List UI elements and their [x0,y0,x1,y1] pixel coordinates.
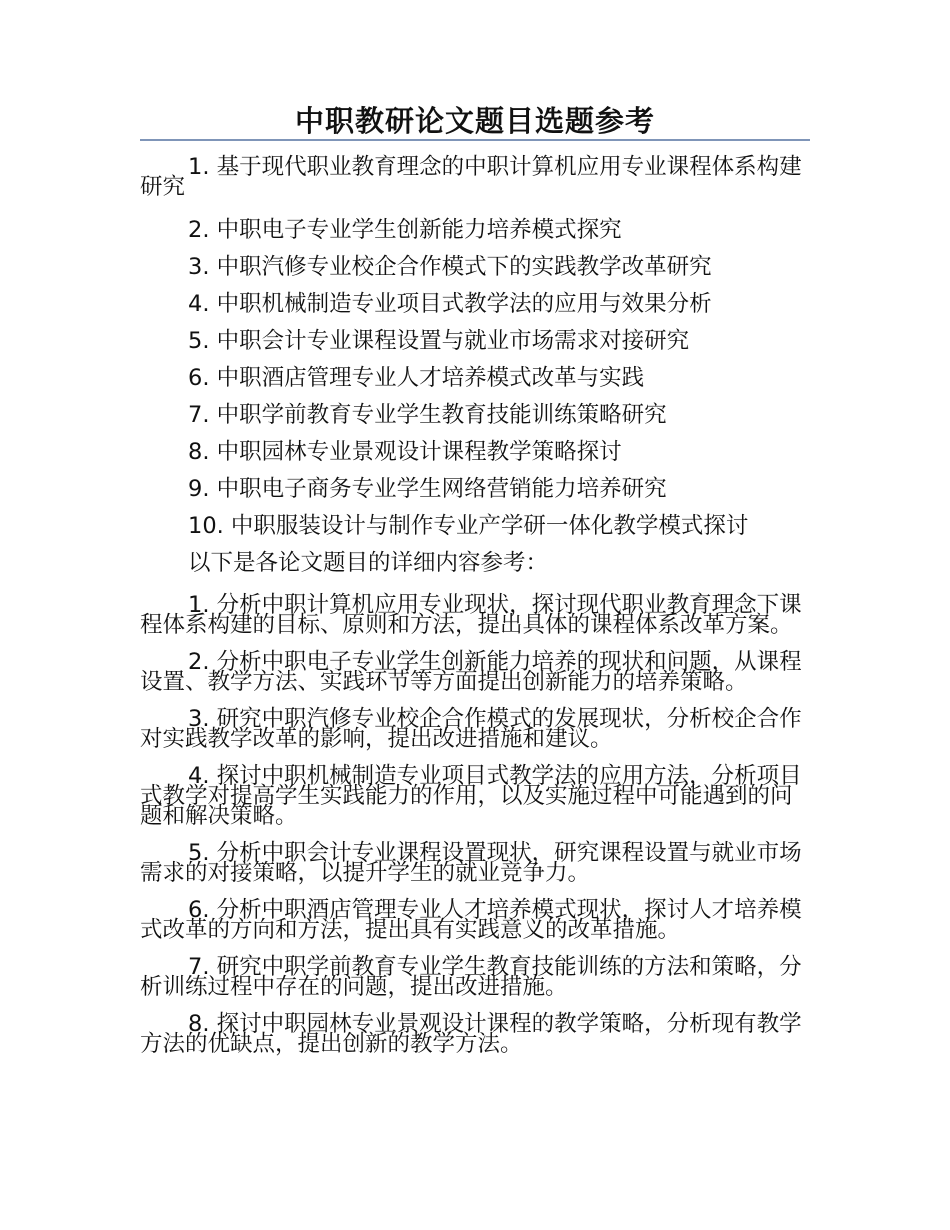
topic-item: 5. 中职会计专业课程设置与就业市场需求对接研究 [188,328,690,354]
document-body [140,154,812,1071]
page-title: 中职教研论文题目选题参考 [294,104,655,138]
detail-paragraph: 3. 研究中职汽修专业校企合作模式的发展现状，分析校企合作对实践教学改革的影响，提出改进措施和建议。 [140,706,802,752]
topic-item: 8. 中职园林专业景观设计课程教学策略探讨 [188,439,622,465]
topic-item: 3. 中职汽修专业校企合作模式下的实践教学改革研究 [188,254,712,280]
detail-paragraph: 1. 分析中职计算机应用专业现状，探讨现代职业教育理念下课程体系构建的目标、原则和方法，提出具体的课程体系改革方案。 [140,592,802,638]
topic-item: 4. 中职机械制造专业项目式教学法的应用与效果分析 [188,291,712,317]
detail-paragraph: 6. 分析中职酒店管理专业人才培养模式现状，探讨人才培养模式改革的方向和方法，提出具有实践意义的改革措施。 [140,897,802,943]
details-intro: 以下是各论文题目的详细内容参考： [188,550,549,576]
topic-item: 1. 基于现代职业教育理念的中职计算机应用专业课程体系构建研究 [140,154,802,200]
topic-item: 10. 中职服装设计与制作专业产学研一体化教学模式探讨 [188,513,749,539]
topic-item: 2. 中职电子专业学生创新能力培养模式探究 [188,217,622,243]
detail-paragraph: 8. 探讨中职园林专业景观设计课程的教学策略，分析现有教学方法的优缺点，提出创新的教学方法。 [140,1011,802,1057]
topic-item: 7. 中职学前教育专业学生教育技能训练策略研究 [188,402,667,428]
topic-item: 9. 中职电子商务专业学生网络营销能力培养研究 [188,476,667,502]
detail-paragraph: 7. 研究中职学前教育专业学生教育技能训练的方法和策略，分析训练过程中存在的问题，提出改进措施。 [140,954,802,1000]
topic-item: 6. 中职酒店管理专业人才培养模式改革与实践 [188,365,645,391]
title-underline [140,139,810,141]
detail-paragraph: 4. 探讨中职机械制造专业项目式教学法的应用方法，分析项目式教学对提高学生实践能力的作用，以及实施过程中可能遇到的问题和解决策略。 [140,763,802,829]
detail-paragraph: 2. 分析中职电子专业学生创新能力培养的现状和问题，从课程设置、教学方法、实践环节等方面提出创新能力的培养策略。 [140,649,802,695]
detail-paragraph: 5. 分析中职会计专业课程设置现状，研究课程设置与就业市场需求的对接策略，以提升学生的就业竞争力。 [140,840,802,886]
